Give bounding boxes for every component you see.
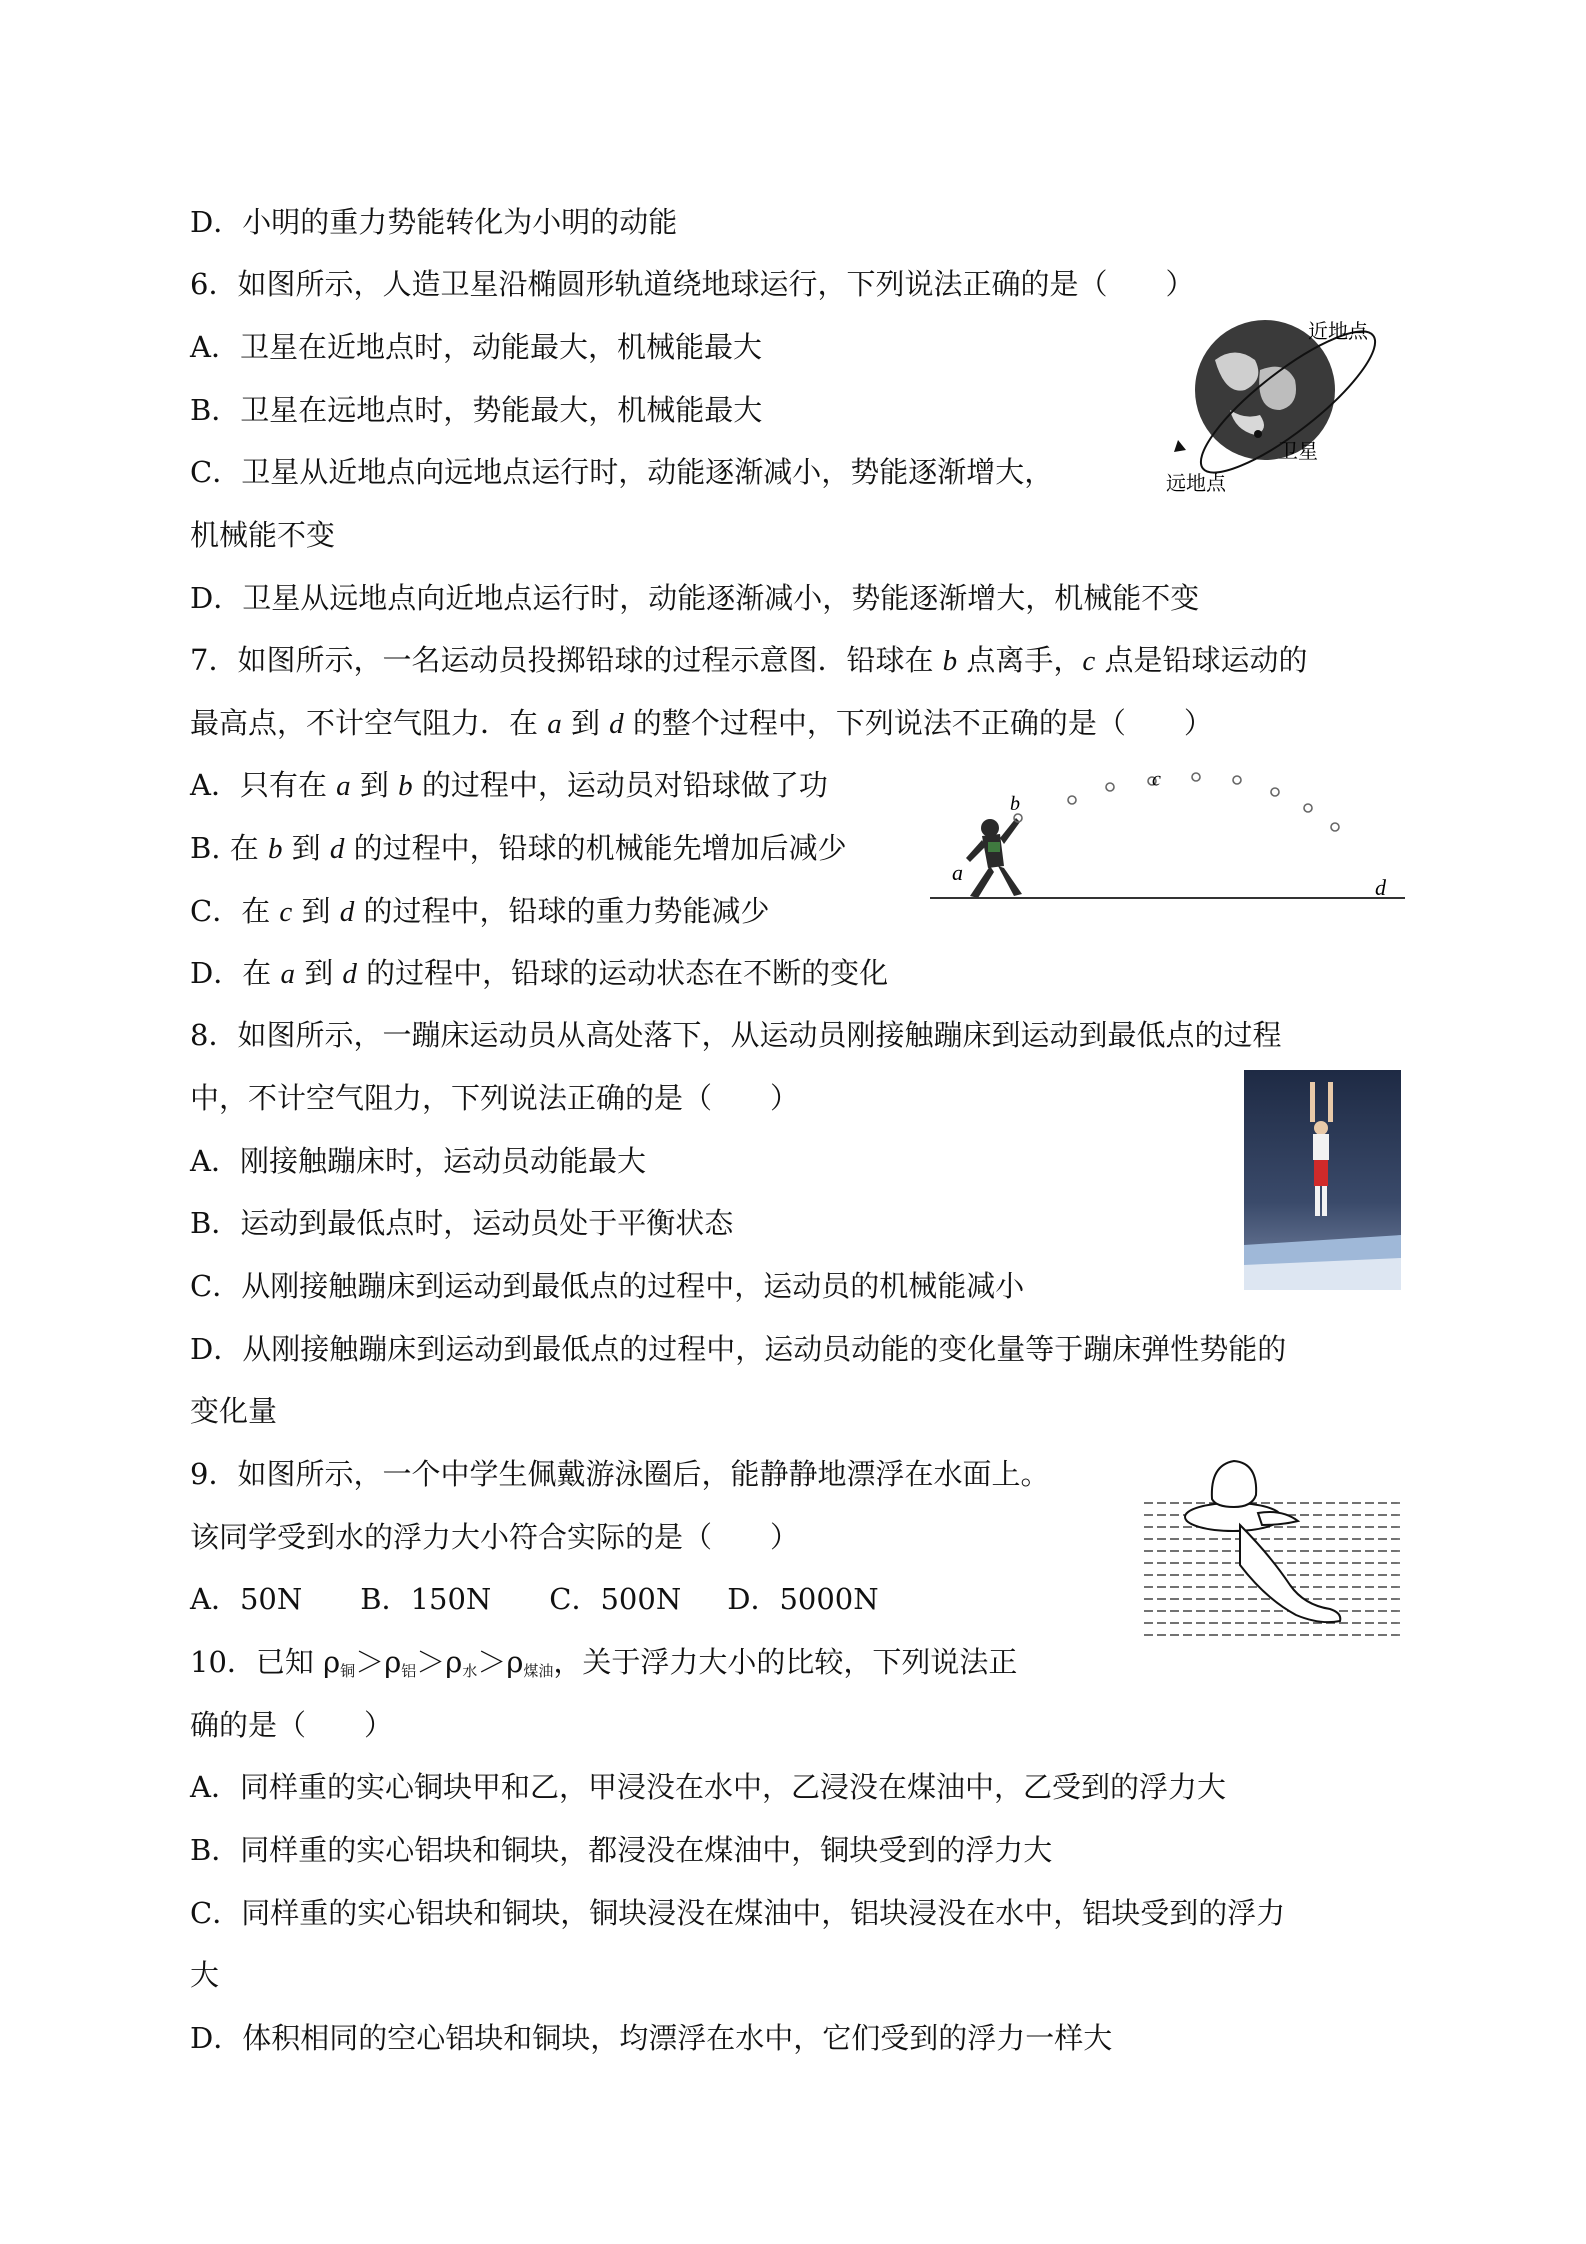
q7-option-a: A．只有在 a 到 b 的过程中，运动员对铅球做了功 <box>190 768 828 802</box>
q8-option-b: B．运动到最低点时，运动员处于平衡状态 <box>190 1206 734 1240</box>
q7-option-b: B. 在 b 到 d 的过程中，铅球的机械能先增加后减少 <box>190 831 847 865</box>
q7-stem-line1: 7．如图所示，一名运动员投掷铅球的过程示意图．铅球在 b 点离手，c 点是铅球运动的 <box>190 643 1308 677</box>
q10-option-a: A．同样重的实心铜块甲和乙，甲浸没在水中，乙浸没在煤油中，乙受到的浮力大 <box>190 1770 1226 1804</box>
q9-options <box>190 1579 879 1619</box>
shot-put-figure <box>930 770 1410 905</box>
q8-stem-line2: 中，不计空气阻力，下列说法正确的是（ ） <box>190 1081 800 1115</box>
q8-option-c: C．从刚接触蹦床到运动到最低点的过程中，运动员的机械能减小 <box>190 1269 1025 1303</box>
q10-option-c-cont: 大 <box>190 1958 220 1992</box>
q10-stem-line2: 确的是（ ） <box>190 1708 394 1742</box>
q9-option-a: A．50N <box>190 1582 303 1616</box>
q9-option-b: B．150N <box>360 1582 492 1616</box>
q9-option-d: D．5000N <box>727 1582 879 1616</box>
q8-option-d-cont: 变化量 <box>190 1394 278 1428</box>
q8-option-a: A．刚接触蹦床时，运动员动能最大 <box>190 1144 646 1178</box>
q7-stem-line2: 最高点，不计空气阻力．在 a 到 d 的整个过程中，下列说法不正确的是（ ） <box>190 706 1213 740</box>
q7-option-d: D．在 a 到 d 的过程中，铅球的运动状态在不断的变化 <box>190 956 889 990</box>
point-a-label: a <box>952 860 963 885</box>
q10-option-c: C．同样重的实心铝块和铜块，铜块浸没在煤油中，铝块浸没在水中，铝块受到的浮力 <box>190 1896 1286 1930</box>
satellite-label: 卫星 <box>1278 439 1318 463</box>
q9-stem-line1: 9．如图所示，一个中学生佩戴游泳圈后，能静静地漂浮在水面上。 <box>190 1457 1050 1491</box>
point-d-label: d <box>1375 875 1386 900</box>
shot-trajectory <box>1014 773 1339 831</box>
near-point-label: 近地点 <box>1308 319 1368 343</box>
q9-option-c: C．500N <box>549 1582 682 1616</box>
q5-option-d: D．小明的重力势能转化为小明的动能 <box>190 205 678 239</box>
q6-option-a: A．卫星在近地点时，动能最大，机械能最大 <box>190 330 762 364</box>
satellite-marker <box>1254 430 1262 438</box>
q6-stem: 6．如图所示，人造卫星沿椭圆形轨道绕地球运行，下列说法正确的是（ ） <box>190 267 1195 301</box>
far-point-label: 远地点 <box>1166 471 1226 495</box>
q9-stem-line2: 该同学受到水的浮力大小符合实际的是（ ） <box>190 1520 800 1554</box>
q10-option-b: B．同样重的实心铝块和铜块，都浸没在煤油中，铜块受到的浮力大 <box>190 1833 1053 1867</box>
q6-option-c: C．卫星从近地点向远地点运行时，动能逐渐减小，势能逐渐增大， <box>190 455 1054 489</box>
orbit-direction-arrow <box>1174 440 1186 452</box>
q8-stem-line1: 8．如图所示，一蹦床运动员从高处落下，从运动员刚接触蹦床到运动到最低点的过程 <box>190 1018 1282 1052</box>
satellite-orbit-figure <box>1160 310 1400 495</box>
athlete-silhouette <box>966 818 1022 898</box>
swimmer-figure <box>1140 1455 1405 1640</box>
point-b-label: b <box>1010 793 1020 815</box>
q10-option-d: D．体积相同的空心铝块和铜块，均漂浮在水中，它们受到的浮力一样大 <box>190 2021 1113 2055</box>
q8-option-d: D．从刚接触蹦床到运动到最低点的过程中，运动员动能的变化量等于蹦床弹性势能的 <box>190 1332 1287 1366</box>
q6-option-c-cont: 机械能不变 <box>190 518 336 552</box>
trampoline-photo <box>1244 1070 1401 1290</box>
swimmer-outline <box>1185 1461 1340 1622</box>
q7-option-c: C．在 c 到 d 的过程中，铅球的重力势能减少 <box>190 894 770 928</box>
q6-option-d: D．卫星从远地点向近地点运行时，动能逐渐减小，势能逐渐增大，机械能不变 <box>190 581 1200 615</box>
point-c-label: c <box>1152 770 1161 791</box>
q10-stem-line1: 10．已知 $\rho_铜>\rho_铝>\rho_水>\rho_{煤油}$，关于浮力大小的比较，下列说法正 <box>190 1645 1018 1680</box>
q6-option-b: B．卫星在远地点时，势能最大，机械能最大 <box>190 393 763 427</box>
